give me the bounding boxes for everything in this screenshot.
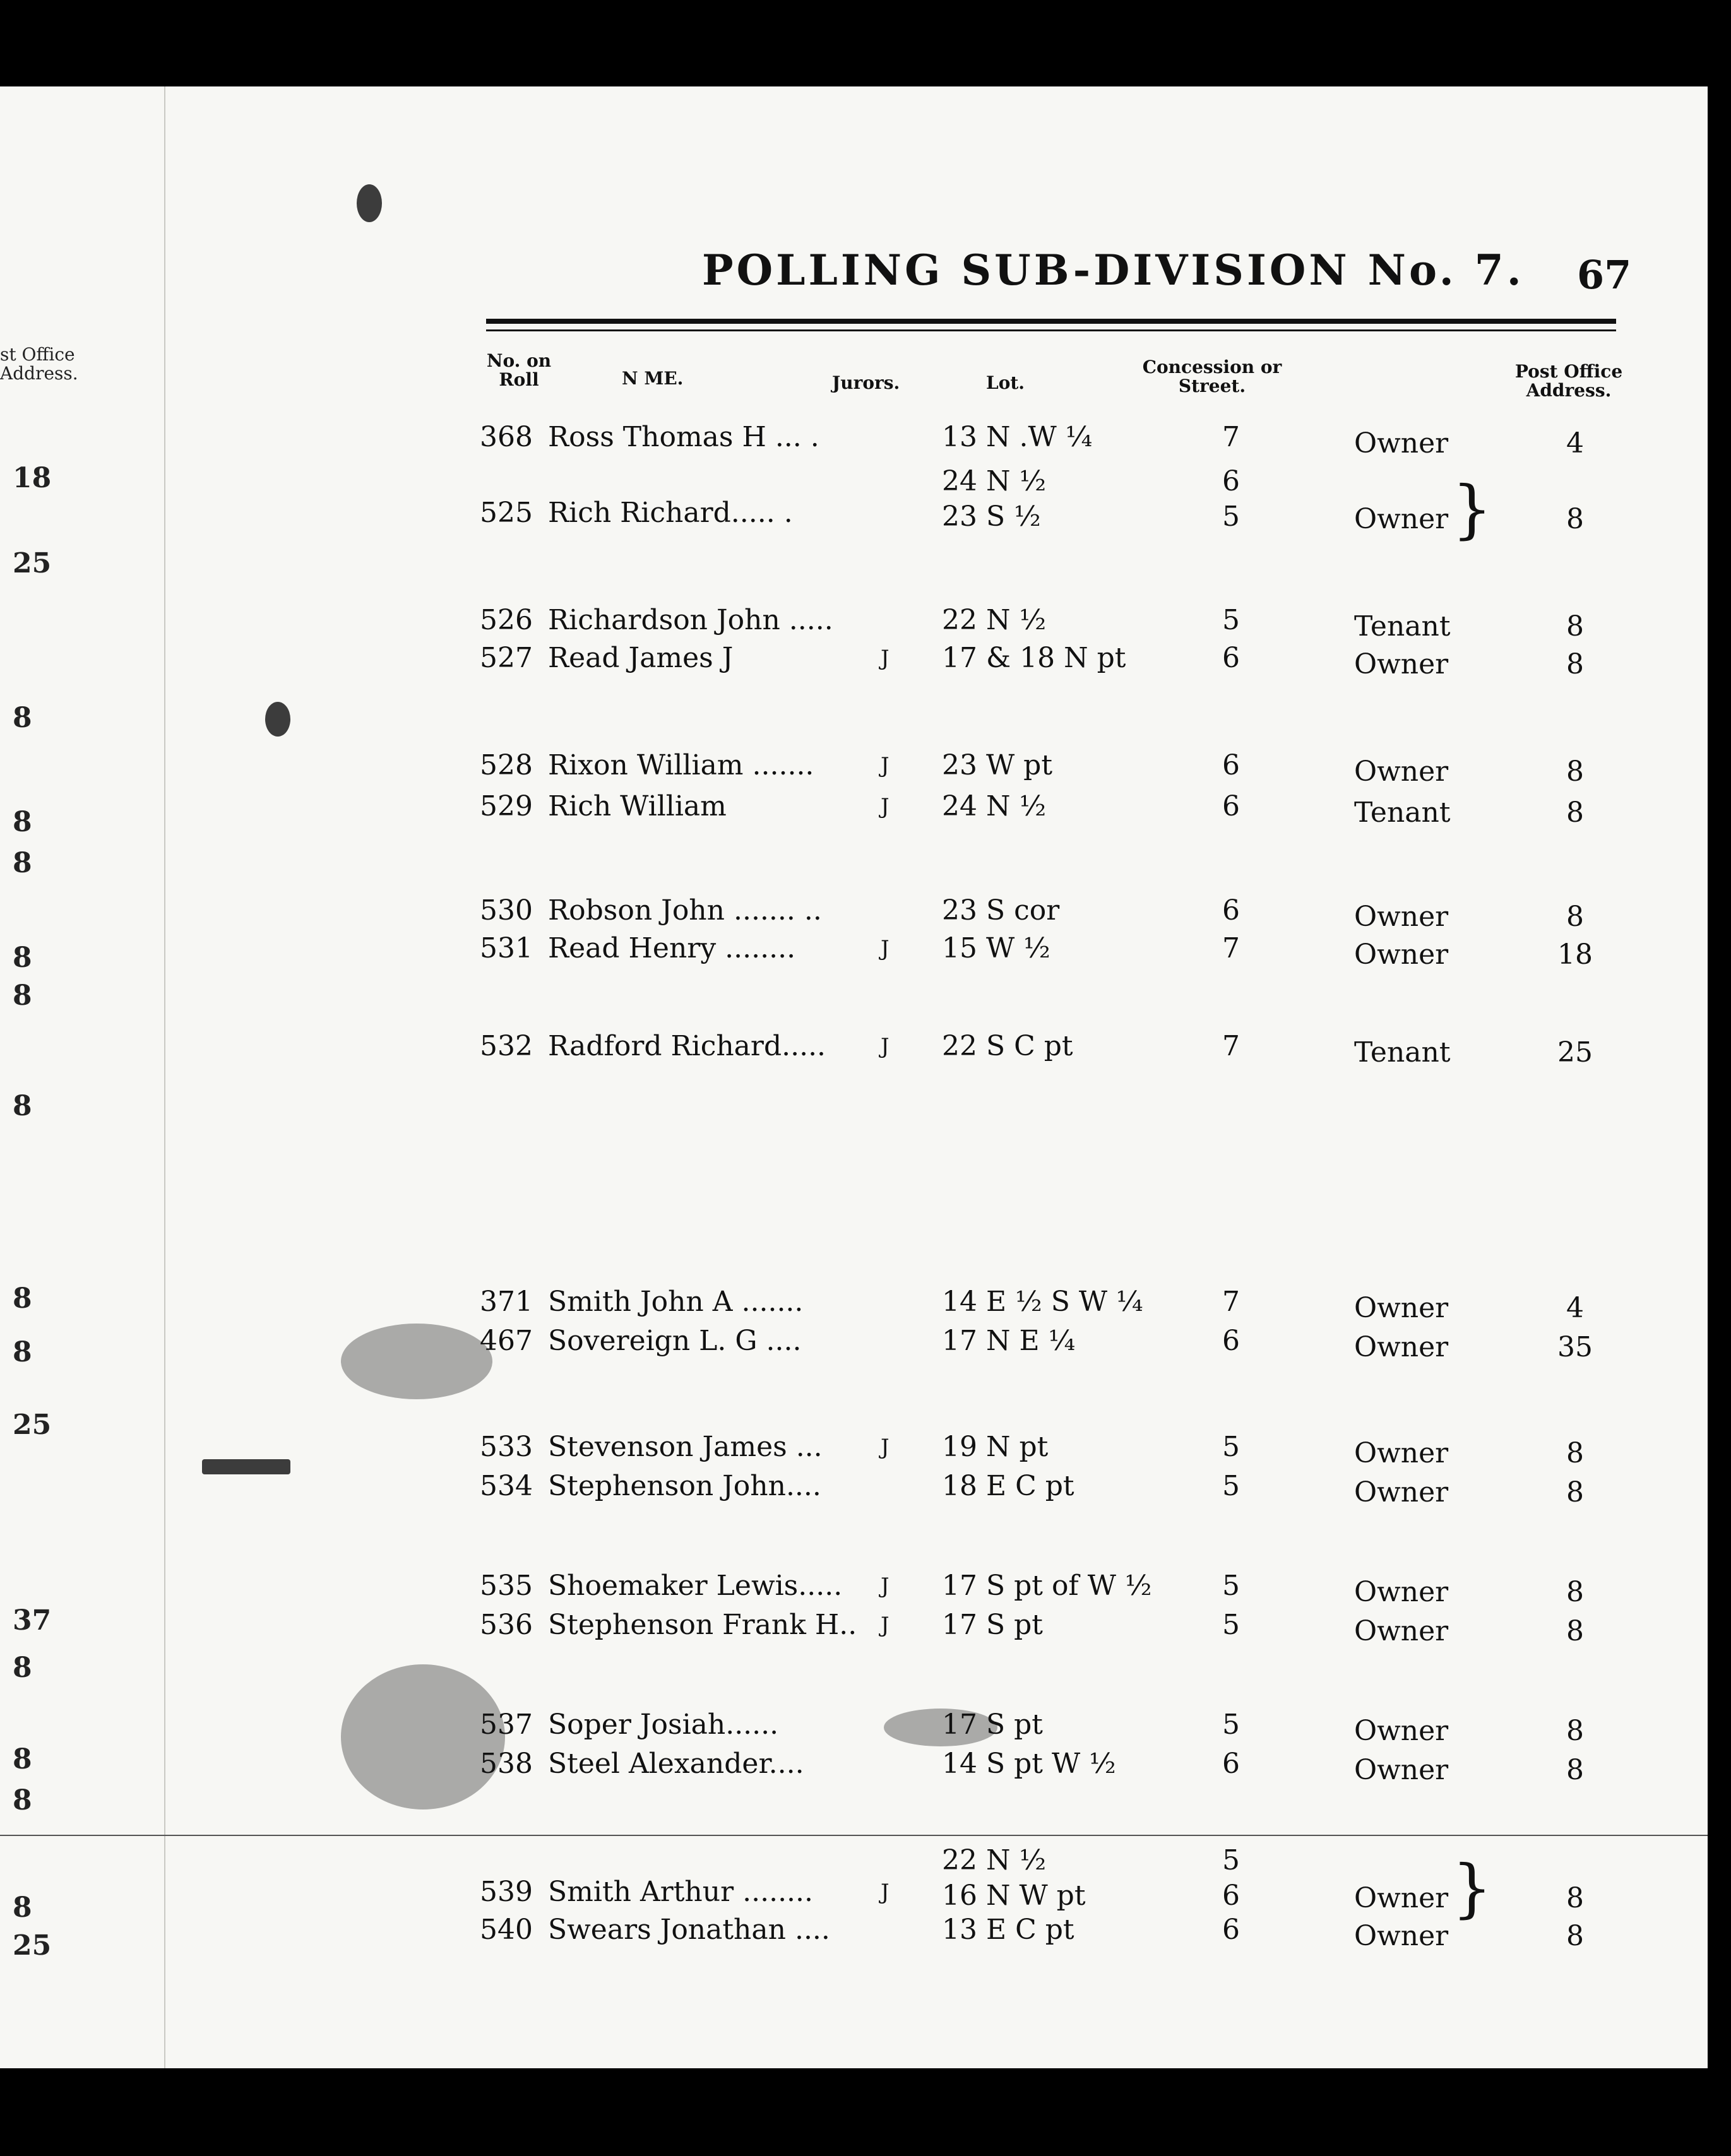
lot-description: 15 W ½ bbox=[942, 932, 1050, 964]
tenure-status: Owner bbox=[1354, 1882, 1449, 1914]
column-header-lot: Lot. bbox=[986, 372, 1025, 393]
elector-name: Swears Jonathan .... bbox=[548, 1914, 830, 1946]
post-office-code: 8 bbox=[1566, 797, 1584, 829]
post-office-code: 8 bbox=[1566, 1476, 1584, 1508]
strip-number: 25 bbox=[13, 1409, 52, 1441]
post-office-code: 8 bbox=[1566, 901, 1584, 933]
post-office-code: 8 bbox=[1566, 610, 1584, 643]
strip-number: 8 bbox=[13, 806, 32, 838]
brace-mark: } bbox=[1452, 472, 1492, 546]
tenure-status: Owner bbox=[1354, 427, 1449, 459]
post-office-code: 8 bbox=[1566, 1882, 1584, 1914]
elector-name: Rich William bbox=[548, 790, 727, 822]
roll-number: 532 bbox=[480, 1030, 533, 1062]
column-header-jurors: Jurors. bbox=[832, 372, 900, 393]
roll-number: 537 bbox=[480, 1709, 533, 1741]
post-office-code: 8 bbox=[1566, 503, 1584, 535]
lot-description: 23 S ½ bbox=[942, 500, 1041, 533]
elector-name: Richardson John ..... bbox=[548, 604, 833, 636]
lot-description: 17 S pt bbox=[942, 1609, 1043, 1641]
roll-number: 531 bbox=[480, 932, 533, 964]
tenure-status: Owner bbox=[1354, 1476, 1449, 1508]
elector-name: Steel Alexander.... bbox=[548, 1748, 804, 1780]
strip-number: 37 bbox=[13, 1604, 52, 1637]
adjacent-page-strip bbox=[0, 86, 165, 2068]
tenure-status: Owner bbox=[1354, 901, 1449, 933]
strip-number: 25 bbox=[13, 1929, 52, 1962]
ink-blot bbox=[357, 184, 382, 222]
brace-mark: } bbox=[1452, 1851, 1492, 1925]
lot-description: 14 E ½ S W ¼ bbox=[942, 1286, 1143, 1318]
elector-name: Soper Josiah...... bbox=[548, 1709, 779, 1741]
concession-number: 6 bbox=[1222, 642, 1240, 674]
concession-number: 7 bbox=[1222, 932, 1240, 964]
post-office-code: 8 bbox=[1566, 1615, 1584, 1647]
concession-number: 5 bbox=[1222, 1570, 1240, 1602]
concession-number: 5 bbox=[1222, 1470, 1240, 1502]
roll-number: 534 bbox=[480, 1470, 533, 1502]
strip-number: 8 bbox=[13, 1784, 32, 1816]
lot-description: 22 N ½ bbox=[942, 1844, 1047, 1876]
lot-description: 17 & 18 N pt bbox=[942, 642, 1126, 674]
concession-number: 5 bbox=[1222, 1709, 1240, 1741]
strip-number: 8 bbox=[13, 1892, 32, 1924]
roll-number: 527 bbox=[480, 642, 533, 674]
elector-name: Smith John A ....... bbox=[548, 1286, 804, 1318]
post-office-code: 8 bbox=[1566, 648, 1584, 680]
concession-number: 6 bbox=[1222, 465, 1240, 497]
elector-name: Robson John ....... .. bbox=[548, 894, 822, 927]
post-office-code: 4 bbox=[1566, 1292, 1584, 1324]
lot-description: 17 S pt bbox=[942, 1709, 1043, 1741]
lot-description: 17 N E ¼ bbox=[942, 1325, 1076, 1357]
lot-description: 18 E C pt bbox=[942, 1470, 1074, 1502]
strip-number: 8 bbox=[13, 847, 32, 879]
tenure-status: Owner bbox=[1354, 939, 1449, 971]
tenure-status: Owner bbox=[1354, 1715, 1449, 1747]
roll-number: 528 bbox=[480, 749, 533, 781]
strip-number: 8 bbox=[13, 1090, 32, 1122]
column-header-address: Post Office Address. bbox=[1514, 361, 1623, 401]
concession-number: 7 bbox=[1222, 421, 1240, 453]
concession-number: 7 bbox=[1222, 1286, 1240, 1318]
elector-name: Read Henry ........ bbox=[548, 932, 796, 964]
roll-number: 525 bbox=[480, 497, 533, 529]
column-header-roll: No. on Roll bbox=[486, 350, 552, 390]
header-rule bbox=[486, 329, 1616, 331]
concession-number: 6 bbox=[1222, 1914, 1240, 1946]
column-header-concession: Concession or Street. bbox=[1142, 357, 1282, 396]
scanned-page bbox=[0, 86, 1708, 2068]
tenure-status: Owner bbox=[1354, 1615, 1449, 1647]
tenure-status: Owner bbox=[1354, 1920, 1449, 1952]
lot-description: 22 N ½ bbox=[942, 604, 1047, 636]
roll-number: 529 bbox=[480, 790, 533, 822]
post-office-code: 8 bbox=[1566, 1715, 1584, 1747]
post-office-code: 8 bbox=[1566, 1437, 1584, 1469]
juror-mark: J bbox=[881, 1034, 889, 1059]
lot-description: 23 W pt bbox=[942, 749, 1053, 781]
concession-number: 5 bbox=[1222, 604, 1240, 636]
concession-number: 5 bbox=[1222, 1844, 1240, 1876]
post-office-code: 8 bbox=[1566, 755, 1584, 788]
strip-number: 18 bbox=[13, 462, 52, 494]
elector-name: Stephenson John.... bbox=[548, 1470, 821, 1502]
juror-mark: J bbox=[881, 646, 889, 671]
concession-number: 7 bbox=[1222, 1030, 1240, 1062]
tenure-status: Owner bbox=[1354, 755, 1449, 788]
roll-number: 526 bbox=[480, 604, 533, 636]
tenure-status: Owner bbox=[1354, 1437, 1449, 1469]
juror-mark: J bbox=[881, 1880, 889, 1905]
strip-number: 8 bbox=[13, 1336, 32, 1368]
lot-description: 13 N .W ¼ bbox=[942, 421, 1093, 453]
elector-name: Rich Richard..... . bbox=[548, 497, 793, 529]
concession-number: 5 bbox=[1222, 1609, 1240, 1641]
ink-smudge bbox=[341, 1324, 492, 1399]
lot-description: 14 S pt W ½ bbox=[942, 1748, 1116, 1780]
page-title: POLLING SUB-DIVISION No. 7. bbox=[702, 246, 1525, 295]
concession-number: 5 bbox=[1222, 500, 1240, 533]
post-office-code: 35 bbox=[1557, 1331, 1593, 1363]
tenure-status: Owner bbox=[1354, 648, 1449, 680]
tenure-status: Owner bbox=[1354, 503, 1449, 535]
lot-description: 17 S pt of W ½ bbox=[942, 1570, 1152, 1602]
tenure-status: Owner bbox=[1354, 1331, 1449, 1363]
elector-name: Stevenson James ... bbox=[548, 1431, 823, 1463]
column-header-name: N ME. bbox=[622, 368, 684, 389]
tenure-status: Tenant bbox=[1354, 1036, 1451, 1069]
strip-number: 8 bbox=[13, 702, 32, 734]
juror-mark: J bbox=[881, 1613, 889, 1638]
juror-mark: J bbox=[881, 936, 889, 961]
concession-number: 6 bbox=[1222, 749, 1240, 781]
concession-number: 6 bbox=[1222, 1880, 1240, 1912]
concession-number: 6 bbox=[1222, 894, 1240, 927]
elector-name: Smith Arthur ........ bbox=[548, 1876, 814, 1908]
elector-name: Read James J bbox=[548, 642, 734, 674]
strip-heading: st Office Address. bbox=[0, 344, 78, 384]
lot-description: 16 N W pt bbox=[942, 1880, 1086, 1912]
lot-description: 19 N pt bbox=[942, 1431, 1049, 1463]
page-number: 67 bbox=[1577, 252, 1632, 298]
roll-number: 535 bbox=[480, 1570, 533, 1602]
roll-number: 371 bbox=[480, 1286, 533, 1318]
roll-number: 540 bbox=[480, 1914, 533, 1946]
tenure-status: Tenant bbox=[1354, 610, 1451, 643]
post-office-code: 18 bbox=[1557, 939, 1593, 971]
juror-mark: J bbox=[881, 753, 889, 778]
post-office-code: 8 bbox=[1566, 1920, 1584, 1952]
juror-mark: J bbox=[881, 1435, 889, 1460]
ink-blot bbox=[265, 702, 290, 737]
tenure-status: Owner bbox=[1354, 1576, 1449, 1608]
elector-name: Rixon William ....... bbox=[548, 749, 814, 781]
strip-number: 8 bbox=[13, 980, 32, 1012]
roll-number: 467 bbox=[480, 1325, 533, 1357]
roll-number: 530 bbox=[480, 894, 533, 927]
strip-number: 8 bbox=[13, 942, 32, 974]
header-rule bbox=[486, 319, 1616, 324]
roll-number: 533 bbox=[480, 1431, 533, 1463]
concession-number: 6 bbox=[1222, 1325, 1240, 1357]
post-office-code: 4 bbox=[1566, 427, 1584, 459]
juror-mark: J bbox=[881, 1573, 889, 1599]
lot-description: 22 S C pt bbox=[942, 1030, 1073, 1062]
post-office-code: 25 bbox=[1557, 1036, 1593, 1069]
strip-number: 25 bbox=[13, 547, 52, 579]
tenure-status: Owner bbox=[1354, 1754, 1449, 1786]
roll-number: 368 bbox=[480, 421, 533, 453]
concession-number: 5 bbox=[1222, 1431, 1240, 1463]
lot-description: 13 E C pt bbox=[942, 1914, 1074, 1946]
strip-number: 8 bbox=[13, 1743, 32, 1775]
elector-name: Radford Richard..... bbox=[548, 1030, 826, 1062]
concession-number: 6 bbox=[1222, 1748, 1240, 1780]
tenure-status: Tenant bbox=[1354, 797, 1451, 829]
roll-number: 538 bbox=[480, 1748, 533, 1780]
elector-name: Shoemaker Lewis..... bbox=[548, 1570, 843, 1602]
elector-name: Stephenson Frank H.. bbox=[548, 1609, 857, 1641]
ink-mark bbox=[202, 1459, 290, 1474]
horizontal-crease bbox=[0, 1835, 1708, 1836]
roll-number: 536 bbox=[480, 1609, 533, 1641]
strip-number: 8 bbox=[13, 1652, 32, 1684]
tenure-status: Owner bbox=[1354, 1292, 1449, 1324]
roll-number: 539 bbox=[480, 1876, 533, 1908]
post-office-code: 8 bbox=[1566, 1754, 1584, 1786]
lot-description: 23 S cor bbox=[942, 894, 1060, 927]
elector-name: Ross Thomas H ... . bbox=[548, 421, 819, 453]
concession-number: 6 bbox=[1222, 790, 1240, 822]
elector-name: Sovereign L. G .... bbox=[548, 1325, 802, 1357]
lot-description: 24 N ½ bbox=[942, 790, 1047, 822]
post-office-code: 8 bbox=[1566, 1576, 1584, 1608]
lot-description: 24 N ½ bbox=[942, 465, 1047, 497]
strip-number: 8 bbox=[13, 1282, 32, 1315]
juror-mark: J bbox=[881, 794, 889, 819]
